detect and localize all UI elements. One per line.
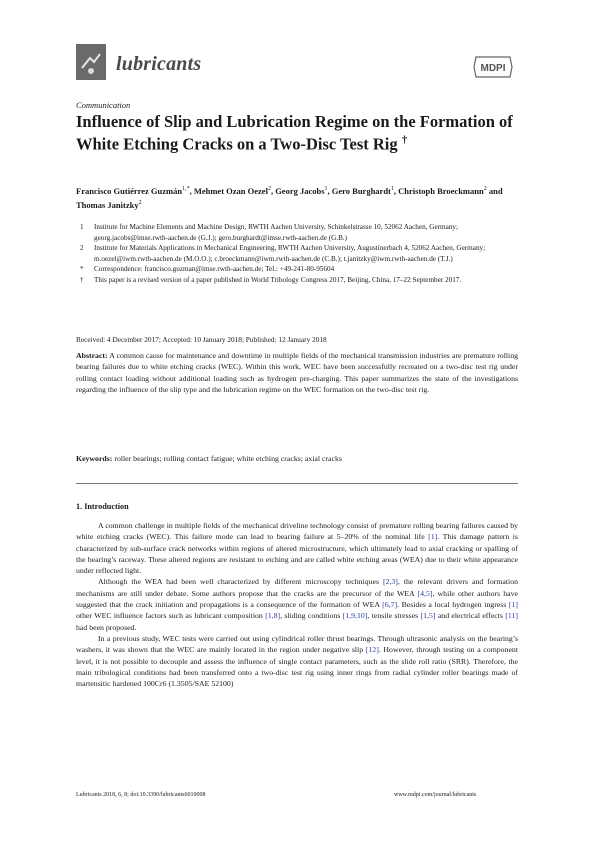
affiliation-mark: †	[80, 275, 84, 284]
author-name: Mehmet Ozan Oezel	[193, 185, 268, 196]
citation-link[interactable]: [1]	[428, 532, 438, 542]
citation-link[interactable]: [6,7]	[382, 600, 398, 610]
citation-link[interactable]: [1,9,10]	[342, 611, 368, 621]
author-affiliation-mark: 2	[483, 186, 487, 192]
abstract-label: Abstract:	[76, 351, 108, 360]
article-title	[76, 112, 516, 154]
affiliation-text: Correspondence: francisco.guzman@imse.rwth-aachen.de; Tel.: +49-241-80-95604	[94, 265, 335, 274]
author-affiliation-mark: 2	[138, 200, 142, 207]
paragraph-text: and electrical effects	[435, 611, 506, 621]
author-affiliation-mark: 1	[390, 186, 394, 192]
affiliation-item	[76, 275, 516, 286]
article-type: Communication	[76, 100, 131, 110]
citation-link[interactable]: [1]	[508, 600, 518, 610]
citation-link[interactable]: [2,3]	[382, 577, 398, 587]
paragraph-text: , the relevant drivers and formation mechanisms are still under debate. Some authors propose that the cracks are the precursor of the WEA	[76, 577, 518, 598]
paragraph-text: A common challenge in multiple fields of the mechanical driveline technology consist of premature rolling bearing failures caused by white etching cracks (WEC). This failure mode can lead to bearing failure at 5–20% of the nominal life	[76, 521, 518, 542]
introduction-body	[76, 520, 518, 689]
affiliation-text: This paper is a revised version of a paper published in World Tribology Congress 2017, Beijing, China, 17–22 September 2017.	[94, 275, 462, 284]
author-name: Georg Jacobs	[275, 185, 325, 196]
affiliation-mark: *	[80, 265, 84, 274]
footer-citation: Lubricants 2018, 6, 8; doi:10.3390/lubricants6010008	[76, 792, 206, 798]
journal-name: lubricants	[116, 53, 202, 75]
citation-link[interactable]: [4,5]	[417, 588, 433, 598]
affiliation-item	[76, 243, 516, 264]
paragraph-text: In a previous study, WEC tests were carried out using cylindrical roller thrust bearings. Through ultrasonic analysis on the bearing’s washers, it was shown that the WEC are mainly located in the region under negative slip	[76, 633, 518, 655]
section-divider	[76, 483, 518, 484]
affiliation-item	[76, 264, 516, 275]
citation-link[interactable]: [1,8]	[265, 611, 281, 621]
footer-url[interactable]: www.mdpi.com/journal/lubricants	[394, 792, 477, 798]
body-paragraph	[76, 576, 518, 632]
paragraph-text: Although the WEA had been well characterized by different microscopy techniques	[98, 577, 383, 587]
paragraph-text: other WEC influence factors such as lubricant composition	[76, 611, 266, 621]
author-name: Francisco Gutiérrez Guzmán	[76, 185, 183, 196]
affiliation-mark: 1	[80, 223, 84, 231]
svg-text:MDPI: MDPI	[480, 63, 506, 74]
keywords	[76, 453, 518, 464]
author-name: Thomas Janitzky	[76, 200, 139, 211]
paragraph-text: , while other authors have suggested that the crack initiation and propagations is a consequence of the formation of WEA	[76, 588, 518, 610]
affiliation-text: Institute for Materials Applications in Mechanical Engineering, RWTH Aachen University, Augustinerbach 4, 52062 Aachen, Germany; m.oezel@iwm.rwth-aachen.de (M.O.O.); c.broeckmann@iwm.rwth-aachen.de (C.B.); t.janitzky@iwm.rwth-aachen.de (T.J.)	[94, 244, 486, 263]
paragraph-text: , tensile stresses	[367, 611, 421, 621]
author-affiliation-mark: 1	[324, 186, 328, 192]
affiliation-list	[76, 222, 516, 286]
body-paragraph	[76, 520, 518, 576]
paragraph-text: had been proposed.	[76, 622, 137, 632]
title-footnote-mark: †	[401, 134, 408, 146]
paragraph-text: . This damage pattern is characterized by sub-surface crack networks within regions of altered microstructure, which ultimately lead to axial cracking or spalling of the bearing’s raceway. These altered regions are resistant to etching and are called white etching areas (WEA) due to their white appearance under reflected light.	[76, 532, 518, 576]
citation-link[interactable]: [11]	[505, 611, 518, 621]
title-text: Influence of Slip and Lubrication Regime on the Formation of White Etching Cracks on a Two-Disc Test Rig	[76, 112, 513, 154]
keywords-label: Keywords:	[76, 454, 113, 463]
citation-link[interactable]: [1,5]	[420, 611, 436, 621]
citation-link[interactable]: [12]	[365, 645, 379, 655]
author-affiliation-mark: 1,*	[182, 186, 190, 192]
author-list: Francisco Gutiérrez Guzmán$^{1,*}$, Mehmet Ozan Oezel$^2$, Georg Jacobs$^1$, Gero Burghardt$^1$, Christoph Broeckmann$^2$ and Thomas Janitzky$^2$	[76, 185, 503, 211]
abstract	[76, 350, 518, 395]
mdpi-logo-icon	[472, 55, 514, 79]
keywords-text: roller bearings; rolling contact fatigue; white etching cracks; axial cracks	[114, 454, 342, 463]
paragraph-text: . However, through testing on a component level, it is not possible to decouple and assess the influence of single contact parameters, such as the slide roll ratio (SRR). Therefore, the main tribological conditions had been transferred onto a two-disc test rig using inner rings from radial cylinder roller bearings made of martensitic hardened 100Cr6 (1.3505/SAE 52100)	[76, 645, 518, 689]
paragraph-text: , sliding conditions	[280, 611, 343, 621]
paragraph-text: . Besides a local hydrogen ingress	[397, 600, 509, 610]
body-paragraph	[76, 633, 518, 689]
section-heading: 1. Introduction	[76, 502, 129, 511]
author-name: Christoph Broeckmann	[398, 185, 484, 196]
affiliation-mark: 2	[80, 244, 84, 253]
publication-dates: Received: 4 December 2017; Accepted: 10 January 2018; Published: 12 January 2018	[76, 335, 327, 344]
author-affiliation-mark: 2	[267, 186, 271, 192]
abstract-text: A common cause for maintenance and downtime in multiple fields of the mechanical transmission industries are premature rolling bearing failures due to white etching cracks (WEC). Within this work, WEC have been successfully recreated on a two-disc test rig under rolling contact loading without additional loading such as hydrogen pre-charging. This paper summarizes the state of the investigations regarding the influence of the slip type and the lubrication regime on the WEC formation on the two-disc test rig.	[76, 351, 518, 394]
affiliation-item	[76, 222, 516, 243]
journal-logo-icon	[76, 44, 106, 80]
affiliation-text: Institute for Machine Elements and Machine Design, RWTH Aachen University, Schinkelstrasse 10, 52062 Aachen, Germany; georg.jacobs@imse.rwth-aachen.de (G.J.); gero.burghardt@imse.rwth-aachen.de (G.B.)	[94, 223, 459, 242]
author-name: Gero Burghardt	[331, 185, 391, 196]
